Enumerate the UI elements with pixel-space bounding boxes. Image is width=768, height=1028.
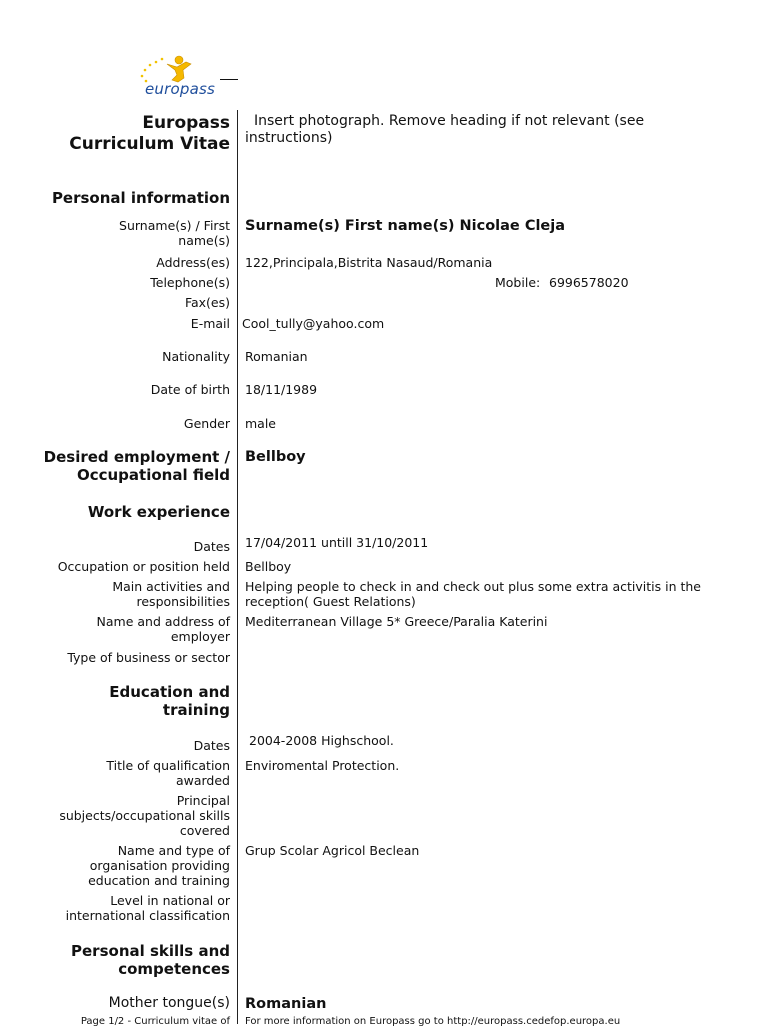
mother-tongue-value: Romanian xyxy=(245,996,327,1012)
mobile-label: Mobile: xyxy=(495,275,541,290)
qualification-label: Title of qualification awarded xyxy=(106,758,230,788)
footer-page-info: Page 1/2 - Curriculum vitae of xyxy=(80,1016,230,1027)
activities-label: Main activities and responsibilities xyxy=(112,579,230,609)
mobile-value: 6996578020 xyxy=(549,275,629,290)
nationality-value: Romanian xyxy=(245,349,308,364)
email-value: Cool_tully@yahoo.com xyxy=(242,316,385,331)
occupation-label: Occupation or position held xyxy=(57,559,230,574)
cv-title xyxy=(69,113,230,155)
work-experience-heading: Work experience xyxy=(87,503,230,521)
education-dates-value: 2004-2008 Highschool. xyxy=(249,733,394,748)
email-label: E-mail xyxy=(190,316,230,331)
surname-value: Surname(s) First name(s) Nicolae Cleja xyxy=(245,218,566,234)
desired-employment-value: Bellboy xyxy=(245,449,306,465)
education-dates-label: Dates xyxy=(193,738,230,753)
business-sector-label: Type of business or sector xyxy=(67,650,230,665)
employer-value: Mediterranean Village 5* Greece/Paralia Katerini xyxy=(245,614,548,629)
subjects-label: Principal subjects/occupational skills covered xyxy=(59,793,230,838)
qualification-value: Enviromental Protection. xyxy=(245,758,400,773)
cv-title-line1: Europass xyxy=(142,113,230,133)
activities-value: Helping people to check in and check out plus some extra activitis in the reception( Guest Relations) xyxy=(245,579,701,609)
personal-skills-heading: Personal skills and competences xyxy=(71,942,230,978)
organisation-label: Name and type of organisation providing education and training xyxy=(88,843,230,888)
column-divider xyxy=(237,110,238,1024)
occupation-value: Bellboy xyxy=(245,559,292,574)
telephone-label: Telephone(s) xyxy=(150,275,230,290)
surname-label: Surname(s) / First name(s) xyxy=(119,218,230,248)
mother-tongue-label: Mother tongue(s) xyxy=(108,995,230,1011)
work-dates-value: 17/04/2011 untill 31/10/2011 xyxy=(245,535,429,550)
fax-label: Fax(es) xyxy=(184,295,230,310)
employer-label: Name and address of employer xyxy=(96,614,230,644)
work-dates-label: Dates xyxy=(193,539,230,554)
gender-label: Gender xyxy=(183,416,230,431)
education-heading: Education and training xyxy=(109,683,230,719)
dob-value: 18/11/1989 xyxy=(245,382,318,397)
photo-placeholder: Insert photograph. Remove heading if not relevant (see instructions) xyxy=(245,113,645,146)
organisation-value: Grup Scolar Agricol Beclean xyxy=(245,843,420,858)
footer-europass-link[interactable]: For more information on Europass go to http://europass.cedefop.europa.eu xyxy=(245,1016,621,1027)
address-label: Address(es) xyxy=(156,255,230,270)
personal-information-heading: Personal information xyxy=(51,189,230,207)
level-label: Level in national or international classification xyxy=(65,893,230,923)
europass-logo-text: europass xyxy=(145,80,216,98)
cv-title-line2: Curriculum Vitae xyxy=(69,134,230,154)
logo-underline xyxy=(220,79,238,80)
europass-logo xyxy=(134,54,244,104)
dob-label: Date of birth xyxy=(150,382,230,397)
desired-employment-heading: Desired employment / Occupational field xyxy=(43,448,230,484)
address-value: 122,Principala,Bistrita Nasaud/Romania xyxy=(245,255,493,270)
gender-value: male xyxy=(245,416,276,431)
nationality-label: Nationality xyxy=(162,349,230,364)
